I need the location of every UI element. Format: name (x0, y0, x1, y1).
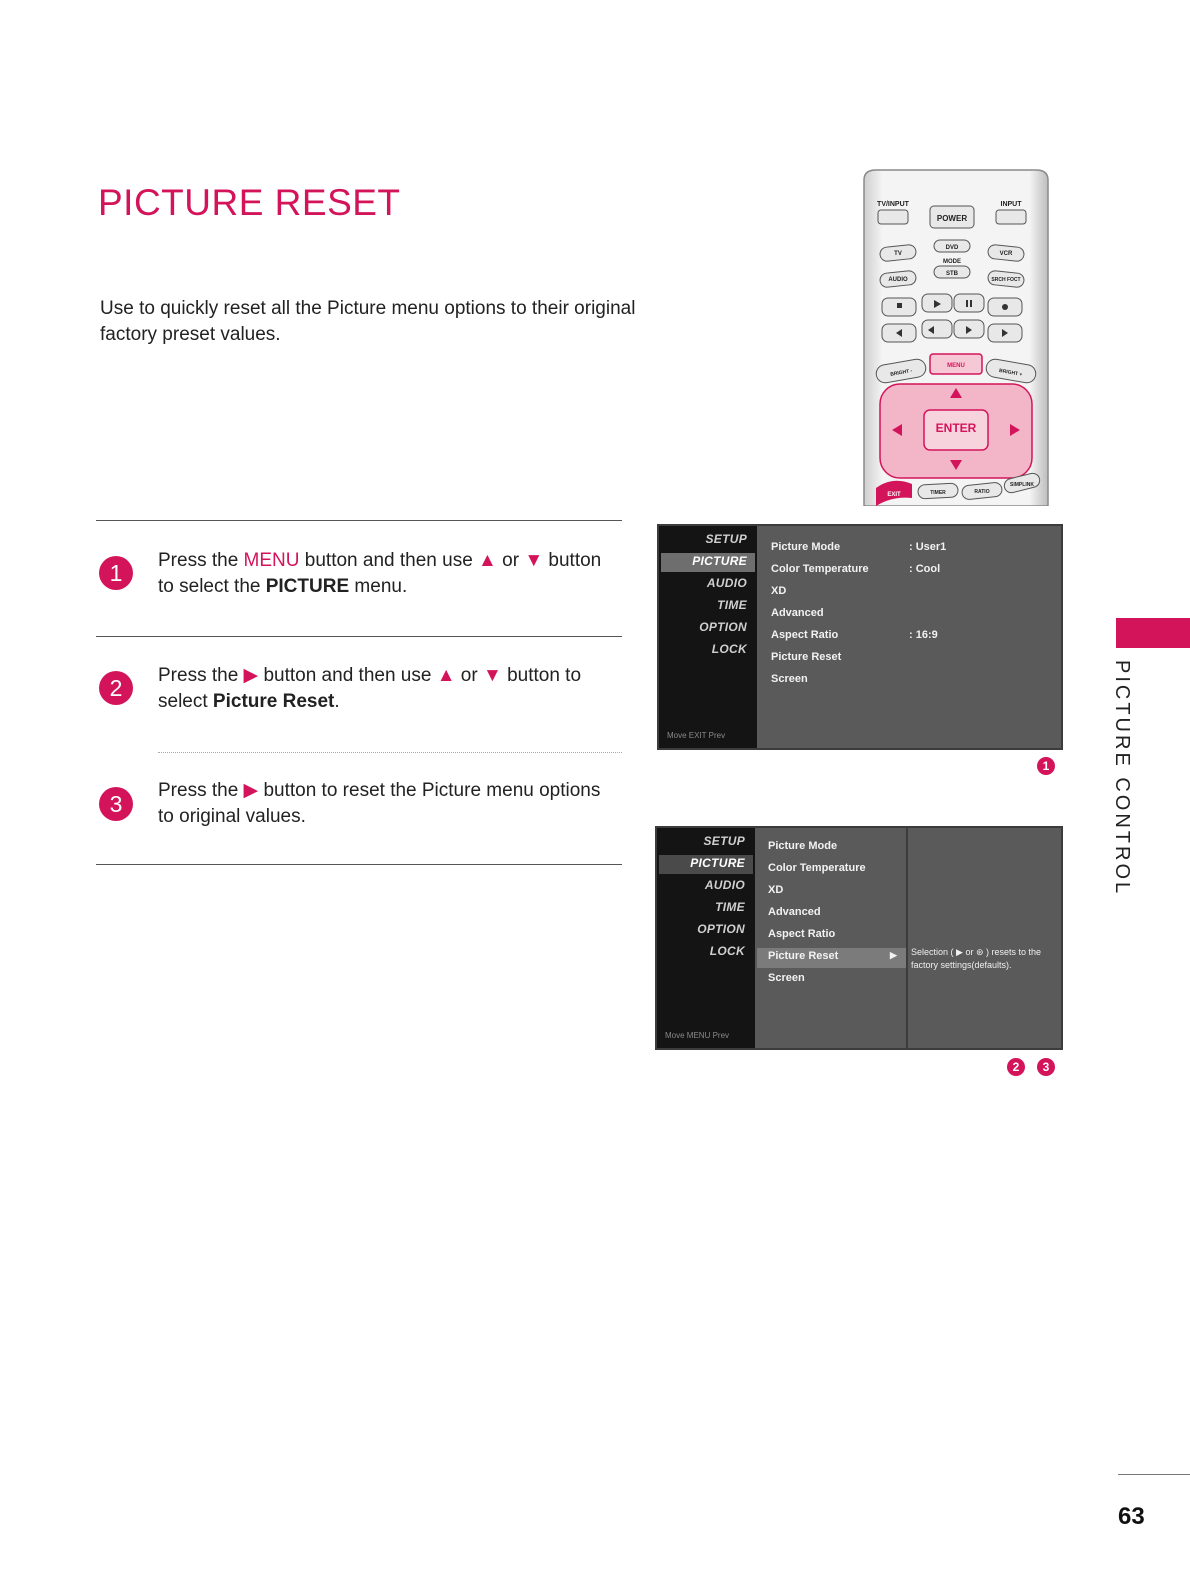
osd-1-item-aspect-ratio: Aspect Ratio (771, 629, 839, 641)
osd-2-side-option: OPTION (697, 922, 745, 936)
osd-1-value-color-temperature: : Cool (909, 563, 941, 575)
osd-1-item-picture-mode: Picture Mode (771, 541, 841, 553)
remote-ratio-label: RATIO (974, 489, 990, 495)
figure-ref-3: 3 (1037, 1058, 1055, 1076)
figure-ref-1: 1 (1037, 757, 1055, 775)
intro-text: Use to quickly reset all the Picture menu options to their original factory preset values. (100, 298, 636, 345)
osd-1-footer: Move EXIT Prev (667, 731, 726, 740)
remote-mode-label: MODE (943, 259, 961, 265)
osd-1-side-picture: PICTURE (692, 554, 747, 568)
osd-2-side-audio: AUDIO (704, 878, 745, 892)
step-divider-top (96, 520, 622, 521)
osd-1-side-time: TIME (717, 598, 747, 612)
osd-2-footer: Move MENU Prev (665, 1031, 730, 1040)
page-title: PICTURE RESET (98, 182, 401, 223)
section-tab-label: PICTURE CONTROL (1111, 660, 1133, 897)
page-number-rule (1118, 1474, 1190, 1475)
step-divider-bottom (96, 864, 622, 865)
osd-1-item-picture-reset: Picture Reset (771, 651, 842, 663)
remote-input-label: INPUT (1000, 201, 1022, 208)
osd-2-item-screen: Screen (768, 972, 805, 984)
osd-1-side-lock: LOCK (711, 642, 747, 656)
osd-2-item-advanced: Advanced (768, 906, 821, 918)
osd-1-item-xd: XD (771, 585, 787, 597)
osd-1-sidebar (659, 526, 757, 748)
osd-1-value-aspect-ratio: : 16:9 (909, 629, 938, 641)
figure-ref-2: 2 (1007, 1058, 1025, 1076)
section-tab-marker (1116, 618, 1190, 648)
osd-2-side-lock: LOCK (709, 944, 745, 958)
remote-menu-label: MENU (947, 363, 965, 369)
remote-power-label: POWER (936, 214, 968, 223)
remote-srch-label: SRCH FOCT (991, 277, 1021, 283)
osd-1-side-audio: AUDIO (706, 576, 747, 590)
osd-1-value-picture-mode: : User1 (909, 541, 947, 553)
osd-2-item-xd: XD (768, 884, 784, 896)
remote-vcr-label: VCR (999, 251, 1013, 257)
remote-simplink-label: SIMPLINK (1010, 482, 1034, 488)
osd-2-item-aspect-ratio: Aspect Ratio (768, 928, 836, 940)
remote-enter-label: ENTER (935, 421, 977, 435)
osd-2-item-color-temperature: Color Temperature (768, 862, 866, 874)
step-number-2: 2 (99, 671, 133, 705)
osd-2-item-picture-reset: Picture Reset (768, 950, 839, 962)
step-2-text: Press the ▶ button and then use ▲ or ▼ button to select Picture Reset. (158, 665, 582, 712)
remote-audio-label: AUDIO (888, 277, 908, 283)
osd-2-item-picture-mode: Picture Mode (768, 840, 838, 852)
osd-1-side-option: OPTION (699, 620, 747, 634)
osd-2-divider (906, 828, 908, 1048)
osd-screen-2 (655, 826, 1063, 1050)
osd-1-item-screen: Screen (771, 673, 808, 685)
step-divider-dotted (158, 752, 622, 753)
osd-2-right-arrow-icon: ▶ (890, 950, 897, 960)
step-3-text: Press the ▶ button to reset the Picture menu options to original values. (158, 780, 601, 827)
remote-tvinput-label: TV/INPUT (877, 201, 909, 208)
osd-screen-1 (657, 524, 1063, 750)
remote-brightness-plus-label: BRIGHT + (998, 367, 1023, 378)
page-number: 63 (1118, 1503, 1145, 1530)
step-divider-1 (96, 636, 622, 637)
remote-timer-label: TIMER (930, 490, 946, 496)
osd-2-help-text: Selection ( ▶ or ⊛ ) resets to the factory settings(defaults). (911, 947, 1042, 970)
remote-control-illustration (862, 166, 1050, 506)
step-number-3: 3 (99, 787, 133, 821)
osd-2-sidebar (657, 828, 755, 1048)
osd-1-item-advanced: Advanced (771, 607, 824, 619)
osd-1-side-setup: SETUP (705, 532, 747, 546)
step-1-text: Press the MENU button and then use ▲ or ▼ button to select the PICTURE menu. (158, 550, 602, 597)
osd-1-item-color-temperature: Color Temperature (771, 563, 869, 575)
osd-2-side-time: TIME (715, 900, 745, 914)
osd-2-side-picture: PICTURE (690, 856, 745, 870)
osd-2-side-setup: SETUP (703, 834, 745, 848)
remote-tv-label: TV (894, 251, 902, 257)
remote-stb-label: STB (946, 271, 958, 277)
remote-dvd-label: DVD (945, 245, 959, 251)
remote-exit-label: EXIT (887, 492, 901, 498)
step-number-1: 1 (99, 556, 133, 590)
remote-brightness-minus-label: BRIGHT - (889, 368, 913, 378)
